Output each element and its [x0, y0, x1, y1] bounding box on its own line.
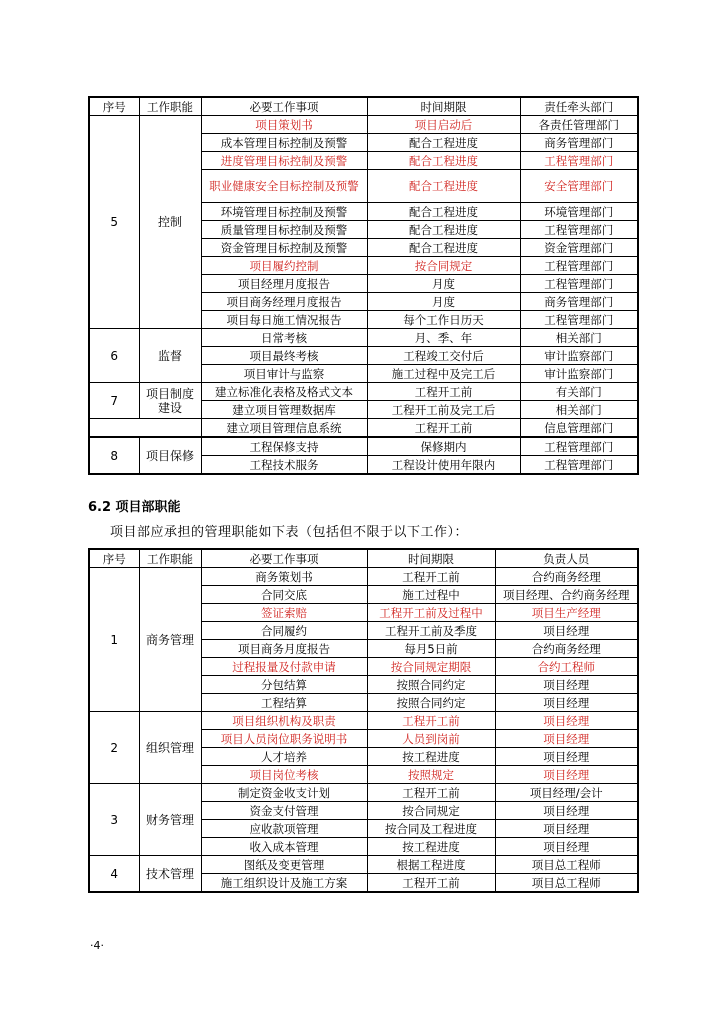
item-cell: 合同交底 — [201, 586, 367, 604]
deadline-cell: 配合工程进度 — [367, 203, 520, 221]
responsible-cell: 项目经理 — [495, 712, 638, 730]
table-row — [89, 383, 638, 401]
item-cell: 人才培养 — [201, 748, 367, 766]
item-cell: 质量管理目标控制及预警 — [201, 221, 367, 239]
deadline-cell: 工程开工前 — [367, 419, 520, 438]
deadline-cell: 按合同规定 — [367, 802, 495, 820]
responsible-cell: 项目经理 — [495, 820, 638, 838]
deadline-cell: 工程开工前 — [367, 712, 495, 730]
department-cell: 商务管理部门 — [520, 134, 638, 152]
item-cell: 过程报量及付款申请 — [201, 658, 367, 676]
item-cell: 进度管理目标控制及预警 — [201, 152, 367, 170]
item-cell: 项目最终考核 — [201, 347, 367, 365]
deadline-cell: 按合同及工程进度 — [367, 820, 495, 838]
function-cell: 项目保修 — [139, 437, 201, 474]
deadline-cell: 按合同规定 — [367, 257, 520, 275]
row-number-cell: 6 — [89, 329, 139, 383]
deadline-cell: 根据工程进度 — [367, 856, 495, 874]
function-cell: 监督 — [139, 329, 201, 383]
deadline-cell: 工程开工前及完工后 — [367, 401, 520, 419]
item-cell: 建立标准化表格及格式文本 — [201, 383, 367, 401]
department-cell: 资金管理部门 — [520, 239, 638, 257]
deadline-cell: 工程开工前及过程中 — [367, 604, 495, 622]
item-cell: 应收款项管理 — [201, 820, 367, 838]
deadline-cell: 配合工程进度 — [367, 239, 520, 257]
function-cell: 财务管理 — [139, 784, 201, 856]
deadline-cell: 保修期内 — [367, 437, 520, 456]
blank-cell — [89, 419, 201, 438]
department-cell: 各责任管理部门 — [520, 116, 638, 134]
responsible-cell: 项目经理、合约商务经理 — [495, 586, 638, 604]
header-cell: 必要工作事项 — [201, 549, 367, 568]
deadline-cell: 月度 — [367, 293, 520, 311]
department-cell: 审计监察部门 — [520, 347, 638, 365]
row-number-cell: 8 — [89, 437, 139, 474]
item-cell: 项目岗位考核 — [201, 766, 367, 784]
item-cell: 日常考核 — [201, 329, 367, 347]
responsible-cell: 合约商务经理 — [495, 640, 638, 658]
deadline-cell: 工程开工前 — [367, 874, 495, 893]
table-row — [89, 437, 638, 456]
responsible-cell: 项目经理 — [495, 730, 638, 748]
row-number-cell: 4 — [89, 856, 139, 893]
deadline-cell: 工程竣工交付后 — [367, 347, 520, 365]
deadline-cell: 配合工程进度 — [367, 152, 520, 170]
deadline-cell: 按照合同约定 — [367, 676, 495, 694]
deadline-cell: 工程开工前及季度 — [367, 622, 495, 640]
department-cell: 审计监察部门 — [520, 365, 638, 383]
header-row — [89, 97, 638, 116]
row-number-cell: 1 — [89, 568, 139, 712]
responsible-cell: 项目总工程师 — [495, 856, 638, 874]
department-cell: 工程管理部门 — [520, 221, 638, 239]
function-cell: 商务管理 — [139, 568, 201, 712]
deadline-cell: 工程开工前 — [367, 568, 495, 586]
header-cell: 工作职能 — [139, 549, 201, 568]
deadline-cell: 按工程进度 — [367, 838, 495, 856]
deadline-cell: 人员到岗前 — [367, 730, 495, 748]
deadline-cell: 工程设计使用年限内 — [367, 456, 520, 475]
table-row — [89, 712, 638, 730]
table-row — [89, 116, 638, 134]
item-cell: 收入成本管理 — [201, 838, 367, 856]
deadline-cell: 工程开工前 — [367, 784, 495, 802]
item-cell: 资金管理目标控制及预警 — [201, 239, 367, 257]
item-cell: 资金支付管理 — [201, 802, 367, 820]
responsible-cell: 项目生产经理 — [495, 604, 638, 622]
department-cell: 工程管理部门 — [520, 437, 638, 456]
responsible-cell: 合约商务经理 — [495, 568, 638, 586]
department-cell: 相关部门 — [520, 329, 638, 347]
item-cell: 分包结算 — [201, 676, 367, 694]
item-cell: 项目人员岗位职务说明书 — [201, 730, 367, 748]
department-cell: 相关部门 — [520, 401, 638, 419]
function-cell: 控制 — [139, 116, 201, 329]
header-cell: 责任牵头部门 — [520, 97, 638, 116]
item-cell: 签证索赔 — [201, 604, 367, 622]
table-row — [89, 568, 638, 586]
deadline-cell: 按照合同约定 — [367, 694, 495, 712]
row-number-cell: 5 — [89, 116, 139, 329]
responsible-cell: 项目经理 — [495, 676, 638, 694]
item-cell: 环境管理目标控制及预警 — [201, 203, 367, 221]
item-cell: 施工组织设计及施工方案 — [201, 874, 367, 893]
row-number-cell: 2 — [89, 712, 139, 784]
table-row — [89, 784, 638, 802]
header-cell: 工作职能 — [139, 97, 201, 116]
responsible-cell: 项目经理 — [495, 838, 638, 856]
deadline-cell: 项目启动后 — [367, 116, 520, 134]
deadline-cell: 月度 — [367, 275, 520, 293]
deadline-cell: 配合工程进度 — [367, 134, 520, 152]
deadline-cell: 施工过程中 — [367, 586, 495, 604]
page-number: ·4· — [90, 939, 104, 952]
project-dept-duties-table — [88, 548, 639, 893]
department-cell: 工程管理部门 — [520, 152, 638, 170]
item-cell: 项目每日施工情况报告 — [201, 311, 367, 329]
department-cell: 工程管理部门 — [520, 257, 638, 275]
deadline-cell: 配合工程进度 — [367, 221, 520, 239]
header-cell: 序号 — [89, 97, 139, 116]
row-number-cell: 7 — [89, 383, 139, 419]
function-cell: 组织管理 — [139, 712, 201, 784]
responsible-cell: 项目经理/会计 — [495, 784, 638, 802]
section-intro: 项目部应承担的管理职能如下表（包括但不限于以下工作）： — [110, 525, 469, 540]
department-cell: 工程管理部门 — [520, 311, 638, 329]
department-cell: 安全管理部门 — [520, 170, 638, 203]
item-cell: 图纸及变更管理 — [201, 856, 367, 874]
responsible-cell: 项目总工程师 — [495, 874, 638, 893]
department-cell: 商务管理部门 — [520, 293, 638, 311]
item-cell: 项目商务经理月度报告 — [201, 293, 367, 311]
table-row — [89, 419, 638, 438]
item-cell: 工程结算 — [201, 694, 367, 712]
item-cell: 商务策划书 — [201, 568, 367, 586]
responsible-cell: 项目经理 — [495, 622, 638, 640]
department-cell: 环境管理部门 — [520, 203, 638, 221]
item-cell: 合同履约 — [201, 622, 367, 640]
function-cell: 技术管理 — [139, 856, 201, 893]
header-row — [89, 549, 638, 568]
item-cell: 项目审计与监察 — [201, 365, 367, 383]
item-cell: 项目商务月度报告 — [201, 640, 367, 658]
header-cell: 必要工作事项 — [201, 97, 367, 116]
table-row — [89, 329, 638, 347]
function-cell: 项目制度建设 — [139, 383, 201, 419]
deadline-cell: 按工程进度 — [367, 748, 495, 766]
item-cell: 制定资金收支计划 — [201, 784, 367, 802]
department-cell: 信息管理部门 — [520, 419, 638, 438]
deadline-cell: 施工过程中及完工后 — [367, 365, 520, 383]
responsible-cell: 项目经理 — [495, 694, 638, 712]
deadline-cell: 每月5日前 — [367, 640, 495, 658]
deadline-cell: 配合工程进度 — [367, 170, 520, 203]
header-cell: 序号 — [89, 549, 139, 568]
item-cell: 工程技术服务 — [201, 456, 367, 475]
item-cell: 建立项目管理信息系统 — [201, 419, 367, 438]
item-cell: 成本管理目标控制及预警 — [201, 134, 367, 152]
item-cell: 项目策划书 — [201, 116, 367, 134]
item-cell: 建立项目管理数据库 — [201, 401, 367, 419]
deadline-cell: 按合同规定期限 — [367, 658, 495, 676]
row-number-cell: 3 — [89, 784, 139, 856]
header-cell: 负责人员 — [495, 549, 638, 568]
table-row — [89, 856, 638, 874]
responsible-cell: 项目经理 — [495, 802, 638, 820]
item-cell: 项目经理月度报告 — [201, 275, 367, 293]
deadline-cell: 工程开工前 — [367, 383, 520, 401]
management-duties-table — [88, 96, 639, 475]
responsible-cell: 项目经理 — [495, 748, 638, 766]
deadline-cell: 月、季、年 — [367, 329, 520, 347]
item-cell: 工程保修支持 — [201, 437, 367, 456]
section-heading: 6.2 项目部职能 — [88, 500, 181, 515]
deadline-cell: 每个工作日历天 — [367, 311, 520, 329]
responsible-cell: 项目经理 — [495, 766, 638, 784]
department-cell: 工程管理部门 — [520, 275, 638, 293]
department-cell: 工程管理部门 — [520, 456, 638, 475]
header-cell: 时间期限 — [367, 549, 495, 568]
item-cell: 职业健康安全目标控制及预警 — [201, 170, 367, 203]
item-cell: 项目组织机构及职责 — [201, 712, 367, 730]
header-cell: 时间期限 — [367, 97, 520, 116]
deadline-cell: 按照规定 — [367, 766, 495, 784]
responsible-cell: 合约工程师 — [495, 658, 638, 676]
item-cell: 项目履约控制 — [201, 257, 367, 275]
department-cell: 有关部门 — [520, 383, 638, 401]
